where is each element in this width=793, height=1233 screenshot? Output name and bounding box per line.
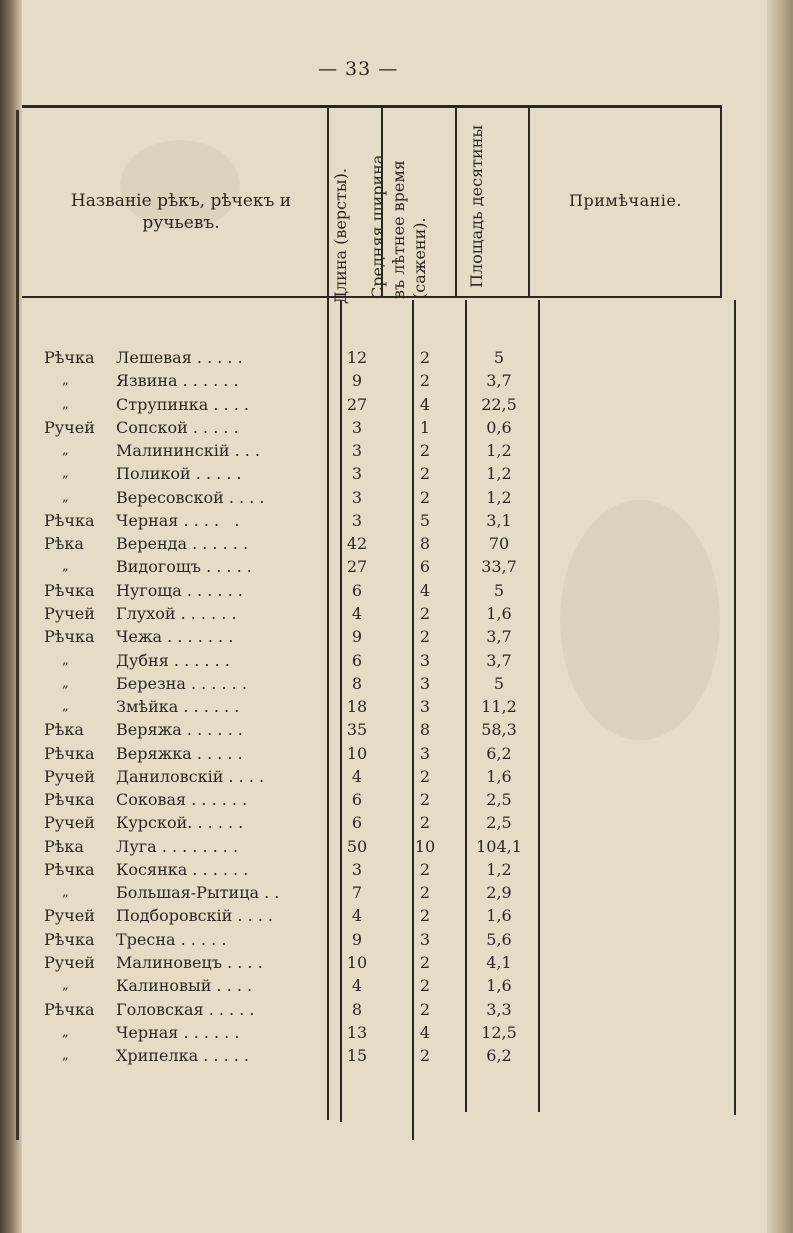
river-name: Нугоща . . . . . .: [116, 581, 243, 600]
river-type: „: [62, 653, 69, 668]
length-value: 12: [346, 348, 368, 367]
area-value: 1,2: [486, 464, 512, 483]
length-value: 42: [346, 534, 368, 553]
table-row: [0, 579, 793, 602]
length-value: 27: [346, 395, 368, 414]
river-name: Язвина . . . . . .: [116, 371, 239, 390]
river-type: Ручей: [44, 813, 95, 832]
area-value: 104,1: [476, 837, 522, 856]
width-value: 8: [419, 534, 431, 553]
river-name: Черная . . . . . .: [116, 1023, 240, 1042]
area-value: 5: [493, 348, 505, 367]
table-row: [0, 462, 793, 485]
width-value: 2: [419, 767, 431, 786]
river-type: Рѣчка: [44, 790, 95, 809]
length-value: 6: [351, 651, 363, 670]
table-row: [0, 602, 793, 625]
river-type: Рѣчка: [44, 1000, 95, 1019]
table-row: [0, 1044, 793, 1067]
header-river-name-line1: Названіе рѣкъ, рѣчекъ и: [70, 191, 292, 211]
area-value: 6,2: [486, 1046, 512, 1065]
table-row: [0, 555, 793, 578]
width-value: 3: [419, 744, 431, 763]
page-number: — 33 —: [318, 58, 399, 80]
table-row: [0, 369, 793, 392]
length-value: 13: [346, 1023, 368, 1042]
width-value: 2: [419, 488, 431, 507]
table-row: [0, 346, 793, 369]
table-row: [0, 393, 793, 416]
header-width-line2: въ лѣтнее время: [389, 160, 408, 299]
table-row: [0, 649, 793, 672]
area-value: 4,1: [486, 953, 512, 972]
width-value: 2: [419, 790, 431, 809]
river-name: Веряжка . . . . .: [116, 744, 243, 763]
header-river-name: [36, 190, 326, 234]
width-value: 4: [419, 581, 431, 600]
river-type: „: [62, 397, 69, 412]
river-name: Хрипелка . . . . .: [116, 1046, 249, 1065]
river-name: Вересовской . . . .: [116, 488, 265, 507]
length-value: 4: [351, 906, 363, 925]
width-value: 2: [419, 627, 431, 646]
length-value: 3: [351, 860, 363, 879]
area-value: 1,6: [486, 976, 512, 995]
area-value: 5: [493, 674, 505, 693]
area-value: 3,7: [486, 627, 512, 646]
river-name: Веряжа . . . . . .: [116, 720, 243, 739]
width-value: 2: [419, 441, 431, 460]
header-length: Длина (версты).: [331, 168, 350, 304]
table-row: [0, 742, 793, 765]
table-row: [0, 625, 793, 648]
length-value: 8: [351, 674, 363, 693]
table-row: [0, 532, 793, 555]
width-value: 8: [419, 720, 431, 739]
width-value: 4: [419, 395, 431, 414]
header-river-name-line2: ручьевъ.: [142, 213, 220, 233]
river-name: Змѣйка . . . . . .: [116, 697, 240, 716]
length-value: 9: [351, 627, 363, 646]
width-value: 6: [419, 557, 431, 576]
river-name: Даниловскій . . . .: [116, 767, 265, 786]
length-value: 15: [346, 1046, 368, 1065]
area-value: 1,6: [486, 906, 512, 925]
width-value: 2: [419, 604, 431, 623]
river-type: „: [62, 1048, 69, 1063]
length-value: 3: [351, 441, 363, 460]
table-row: [0, 998, 793, 1021]
area-value: 2,9: [486, 883, 512, 902]
width-value: 10: [414, 837, 436, 856]
length-value: 7: [351, 883, 363, 902]
area-value: 1,2: [486, 488, 512, 507]
length-value: 50: [346, 837, 368, 856]
river-name: Сопской . . . . .: [116, 418, 239, 437]
river-name: Подборовскій . . . .: [116, 906, 274, 925]
table-row: [0, 951, 793, 974]
river-name: Курской. . . . . .: [116, 813, 244, 832]
header-width: [368, 119, 434, 299]
length-value: 3: [351, 418, 363, 437]
river-name: Малиновецъ . . . .: [116, 953, 263, 972]
length-value: 3: [351, 511, 363, 530]
table-row: [0, 974, 793, 997]
river-type: „: [62, 978, 69, 993]
river-type: Рѣка: [44, 720, 84, 739]
width-value: 5: [419, 511, 431, 530]
width-value: 2: [419, 1000, 431, 1019]
river-name: Луга . . . . . . . .: [116, 837, 239, 856]
width-value: 4: [419, 1023, 431, 1042]
river-name: Тресна . . . . .: [116, 930, 227, 949]
header-width-line1: Средняя ширина: [368, 154, 387, 299]
river-type: Рѣчка: [44, 744, 95, 763]
length-value: 35: [346, 720, 368, 739]
area-value: 12,5: [481, 1023, 517, 1042]
width-value: 2: [419, 860, 431, 879]
river-type: „: [62, 443, 69, 458]
area-value: 5,6: [486, 930, 512, 949]
river-name: Поликой . . . . .: [116, 464, 242, 483]
river-type: Рѣчка: [44, 581, 95, 600]
river-type: Рѣчка: [44, 930, 95, 949]
width-value: 3: [419, 651, 431, 670]
table-row: [0, 928, 793, 951]
length-value: 6: [351, 790, 363, 809]
width-value: 2: [419, 464, 431, 483]
river-type: „: [62, 490, 69, 505]
river-type: „: [62, 373, 69, 388]
area-value: 1,2: [486, 860, 512, 879]
area-value: 33,7: [481, 557, 517, 576]
width-value: 2: [419, 371, 431, 390]
width-value: 3: [419, 930, 431, 949]
table-row: [0, 439, 793, 462]
length-value: 10: [346, 744, 368, 763]
area-value: 0,6: [486, 418, 512, 437]
area-value: 3,7: [486, 651, 512, 670]
header-note: Примѣчаніе.: [569, 191, 682, 210]
river-name: Калиновый . . . .: [116, 976, 253, 995]
river-name: Черная . . . . .: [116, 511, 240, 530]
river-name: Косянка . . . . . .: [116, 860, 249, 879]
width-value: 2: [419, 813, 431, 832]
river-type: „: [62, 699, 69, 714]
length-value: 4: [351, 767, 363, 786]
table-row: [0, 765, 793, 788]
width-value: 2: [419, 953, 431, 972]
column-divider: [455, 108, 457, 296]
area-value: 3,1: [486, 511, 512, 530]
width-value: 3: [419, 697, 431, 716]
width-value: 2: [419, 976, 431, 995]
river-type: „: [62, 676, 69, 691]
river-name: Соковая . . . . . .: [116, 790, 248, 809]
length-value: 3: [351, 488, 363, 507]
river-type: Ручей: [44, 604, 95, 623]
table-row: [0, 881, 793, 904]
length-value: 4: [351, 604, 363, 623]
river-type: Ручей: [44, 953, 95, 972]
length-value: 6: [351, 813, 363, 832]
table-row: [0, 788, 793, 811]
area-value: 70: [488, 534, 510, 553]
area-value: 2,5: [486, 813, 512, 832]
table-row: [0, 486, 793, 509]
length-value: 3: [351, 464, 363, 483]
table-row: [0, 509, 793, 532]
river-name: Лешевая . . . . .: [116, 348, 243, 367]
river-type: „: [62, 559, 69, 574]
table-row: [0, 858, 793, 881]
river-type: Ручей: [44, 418, 95, 437]
river-type: Рѣчка: [44, 511, 95, 530]
area-value: 1,2: [486, 441, 512, 460]
width-value: 3: [419, 674, 431, 693]
length-value: 18: [346, 697, 368, 716]
river-name: Чежа . . . . . . .: [116, 627, 234, 646]
river-type: Рѣка: [44, 534, 84, 553]
area-value: 5: [493, 581, 505, 600]
river-name: Глухой . . . . . .: [116, 604, 237, 623]
river-type: Ручей: [44, 906, 95, 925]
area-value: 1,6: [486, 604, 512, 623]
river-name: Малининскій . . .: [116, 441, 260, 460]
river-type: „: [62, 885, 69, 900]
length-value: 10: [346, 953, 368, 972]
table-row: [0, 1021, 793, 1044]
header-area: Площадь десятины: [467, 124, 486, 288]
width-value: 2: [419, 883, 431, 902]
area-value: 2,5: [486, 790, 512, 809]
area-value: 22,5: [481, 395, 517, 414]
river-name: Видогощъ . . . . .: [116, 557, 252, 576]
river-type: „: [62, 466, 69, 481]
river-name: Головская . . . . .: [116, 1000, 255, 1019]
table-top-rule: [22, 105, 722, 108]
area-value: 3,7: [486, 371, 512, 390]
river-type: „: [62, 1025, 69, 1040]
table-row: [0, 672, 793, 695]
river-name: Березна . . . . . .: [116, 674, 247, 693]
river-type: Рѣчка: [44, 348, 95, 367]
width-value: 2: [419, 1046, 431, 1065]
table-row: [0, 695, 793, 718]
area-value: 6,2: [486, 744, 512, 763]
river-type: Рѣка: [44, 837, 84, 856]
table-row: [0, 718, 793, 741]
table-row: [0, 416, 793, 439]
header-width-line3: (сажени).: [410, 217, 429, 299]
river-name: Дубня . . . . . .: [116, 651, 230, 670]
length-value: 4: [351, 976, 363, 995]
area-value: 3,3: [486, 1000, 512, 1019]
length-value: 27: [346, 557, 368, 576]
table-row: [0, 811, 793, 834]
river-type: Рѣчка: [44, 860, 95, 879]
length-value: 9: [351, 930, 363, 949]
river-name: Веренда . . . . . .: [116, 534, 249, 553]
river-name: Струпинка . . . .: [116, 395, 249, 414]
table-row: [0, 835, 793, 858]
width-value: 2: [419, 906, 431, 925]
length-value: 6: [351, 581, 363, 600]
width-value: 2: [419, 348, 431, 367]
table-row: [0, 904, 793, 927]
area-value: 1,6: [486, 767, 512, 786]
length-value: 9: [351, 371, 363, 390]
river-type: Ручей: [44, 767, 95, 786]
width-value: 1: [419, 418, 431, 437]
area-value: 11,2: [481, 697, 517, 716]
area-value: 58,3: [481, 720, 517, 739]
river-type: Рѣчка: [44, 627, 95, 646]
river-name: Большая-Рытица . .: [116, 883, 280, 902]
length-value: 8: [351, 1000, 363, 1019]
